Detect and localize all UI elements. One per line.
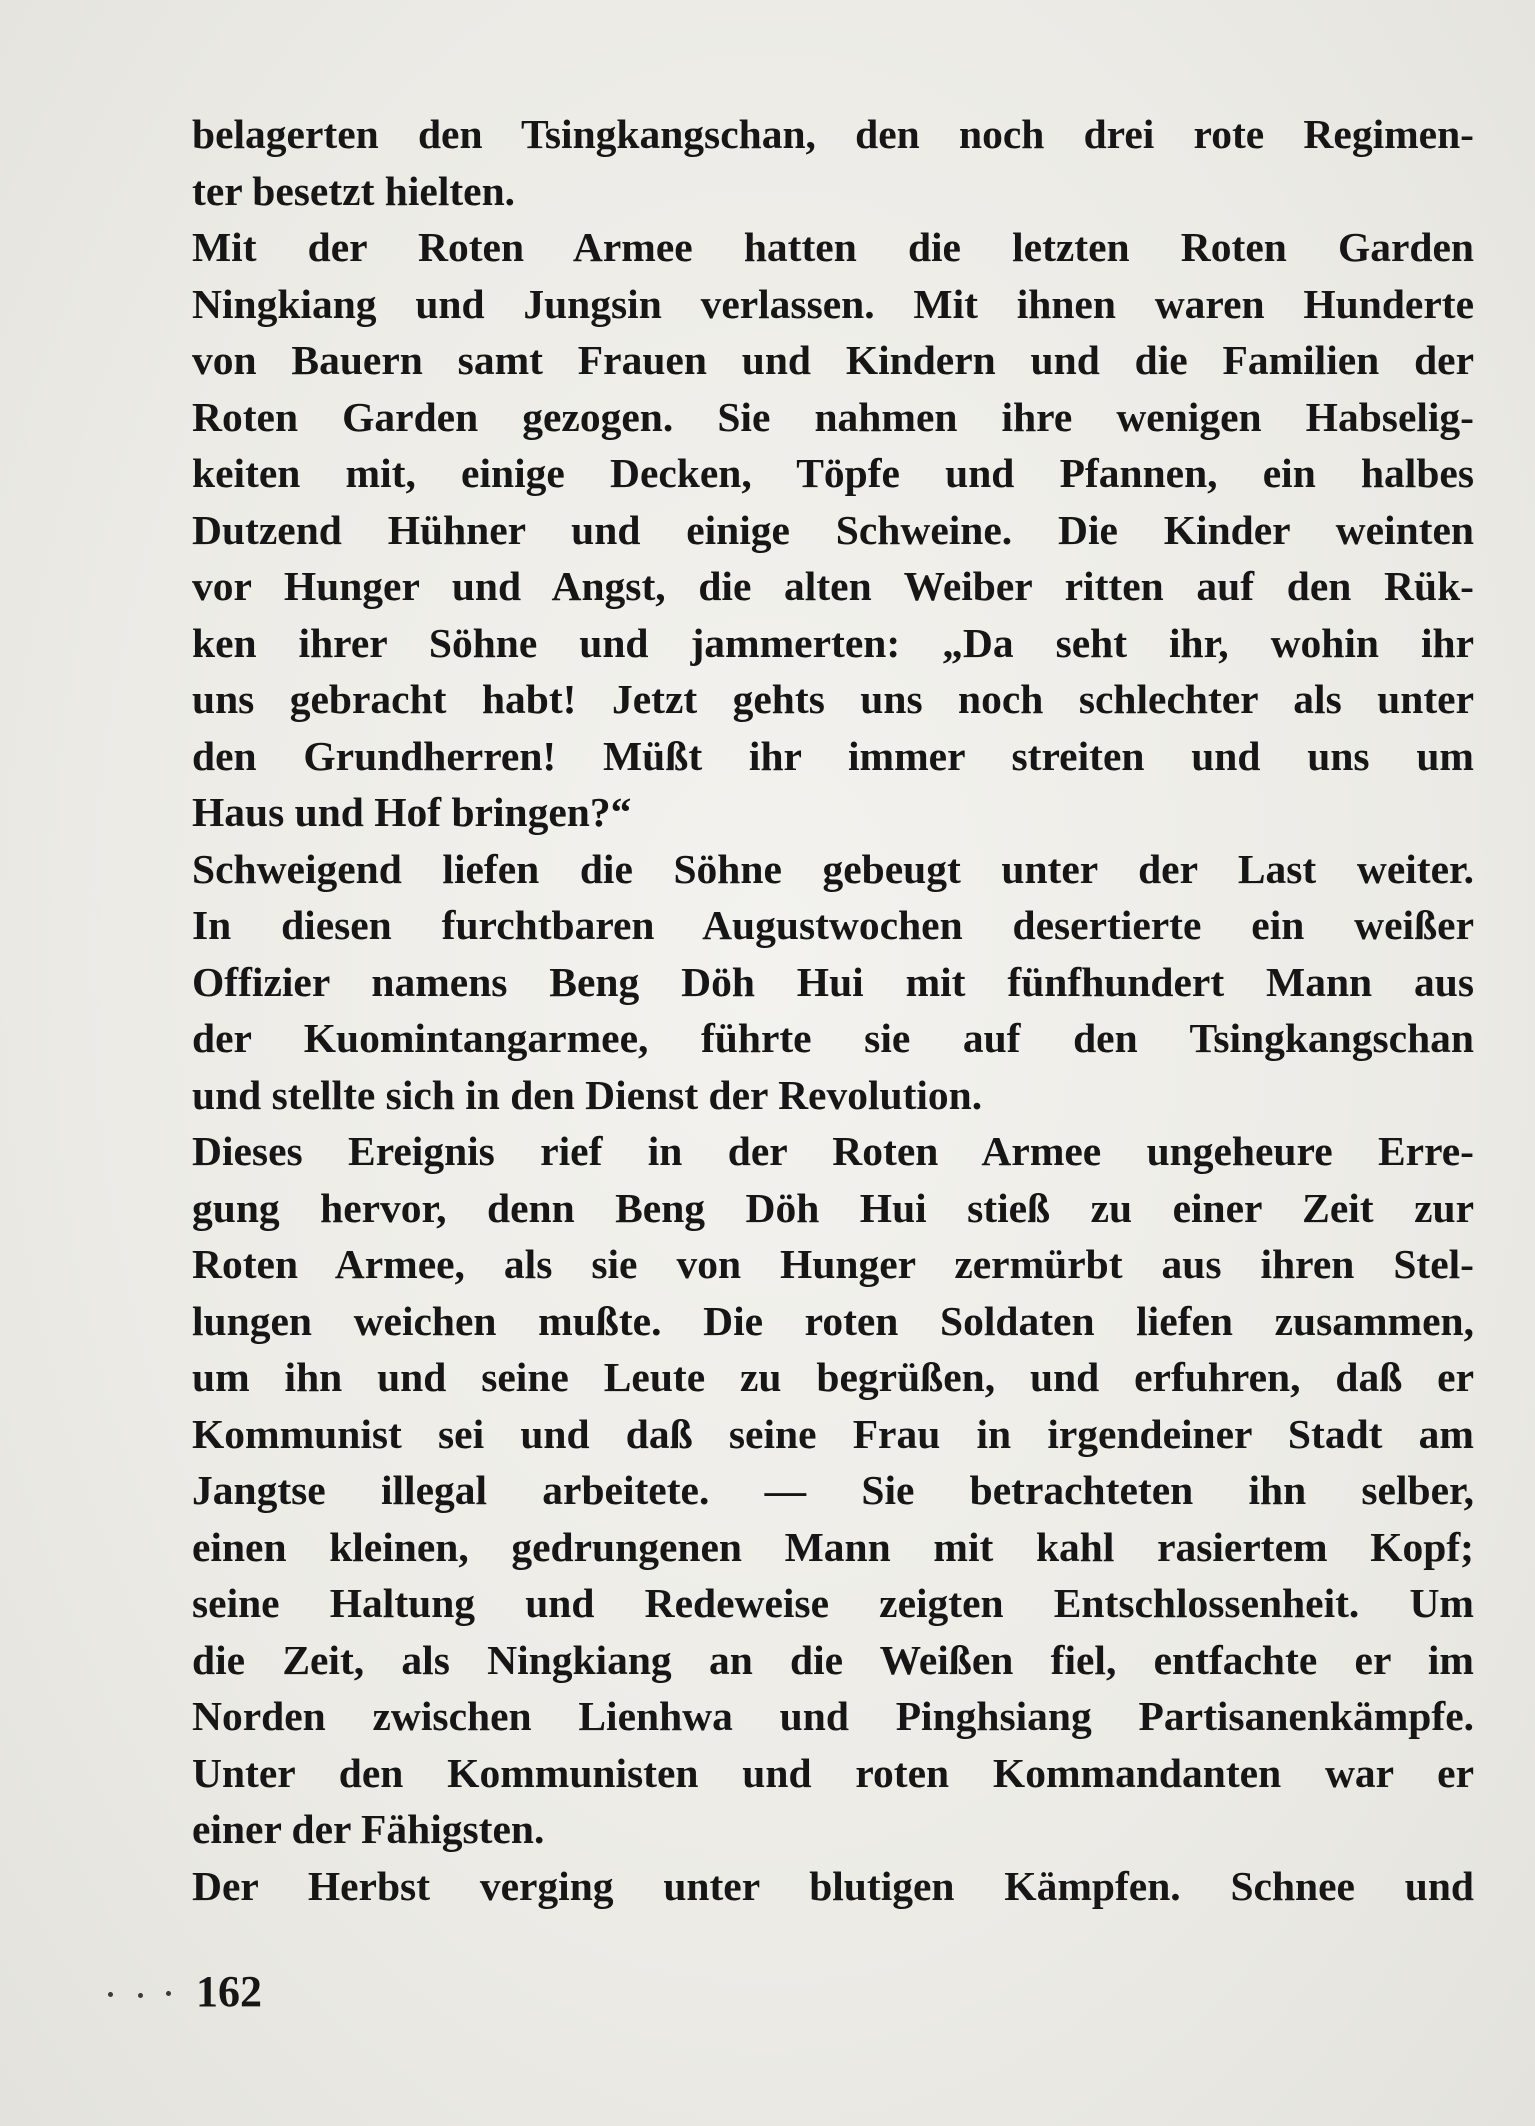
text-line: ter besetzt hielten.	[192, 167, 516, 214]
ink-specks	[108, 1990, 178, 2000]
text-line: Norden zwischen Lienhwa und Pinghsiang Partisanenkämpfe.	[192, 1693, 1474, 1739]
text-line: von Bauern samt Frauen und Kindern und die Familien der	[192, 337, 1474, 383]
text-line: ken ihrer Söhne und jammerten: „Da seht ihr, wohin ihr	[192, 619, 1474, 666]
ink-speck	[166, 1991, 171, 1996]
text-line: und stellte sich in den Dienst der Revolution.	[192, 1071, 983, 1118]
text-line: uns gebracht habt! Jetzt gehts uns noch schlechter als unter	[192, 676, 1474, 722]
text-line: Unter den Kommunisten und roten Kommandanten war er	[192, 1749, 1474, 1796]
text-line: Offizier namens Beng Döh Hui mit fünfhundert Mann aus	[192, 958, 1474, 1005]
text-line: vor Hunger und Angst, die alten Weiber ritten auf den Rük-	[192, 563, 1474, 609]
ink-speck	[138, 1993, 143, 1998]
text-line: Dieses Ereignis rief in der Roten Armee ungeheure Erre-	[192, 1128, 1474, 1174]
ink-speck	[108, 1992, 113, 1997]
text-line: einer der Fähigsten.	[192, 1806, 545, 1852]
text-line: gung hervor, denn Beng Döh Hui stieß zu einer Zeit zur	[192, 1184, 1474, 1231]
text-line: der Kuomintangarmee, führte sie auf den Tsingkangschan	[192, 1015, 1474, 1061]
text-line: Roten Armee, als sie von Hunger zermürbt aus ihren Stel-	[192, 1241, 1474, 1287]
text-line: belagerten den Tsingkangschan, den noch drei rote Regimen-	[192, 111, 1474, 157]
page-number: 162	[196, 1967, 262, 2016]
text-line: seine Haltung und Redeweise zeigten Entschlossenheit. Um	[192, 1580, 1474, 1626]
text-line: einen kleinen, gedrungenen Mann mit kahl rasiertem Kopf;	[192, 1523, 1474, 1570]
text-line: um ihn und seine Leute zu begrüßen, und erfuhren, daß er	[192, 1354, 1474, 1400]
text-line: In diesen furchtbaren Augustwochen desertierte ein weißer	[192, 902, 1474, 948]
text-line: den Grundherren! Müßt ihr immer streiten und uns um	[192, 732, 1474, 779]
text-line: Jangtse illegal arbeitete. — Sie betrachteten ihn selber,	[192, 1467, 1474, 1513]
text-line: Dutzend Hühner und einige Schweine. Die Kinder weinten	[192, 506, 1474, 553]
text-line: Mit der Roten Armee hatten die letzten Roten Garden	[192, 224, 1474, 270]
text-line: die Zeit, als Ningkiang an die Weißen fiel, entfachte er im	[192, 1636, 1474, 1683]
text-line: Haus und Hof bringen?“	[192, 789, 632, 835]
text-line: lungen weichen mußte. Die roten Soldaten liefen zusammen,	[192, 1297, 1474, 1344]
text-line: keiten mit, einige Decken, Töpfe und Pfannen, ein halbes	[192, 450, 1474, 496]
text-line: Ningkiang und Jungsin verlassen. Mit ihnen waren Hunderte	[192, 280, 1474, 327]
body-text	[192, 106, 1474, 1914]
text-line: Roten Garden gezogen. Sie nahmen ihre wenigen Habselig-	[192, 393, 1474, 440]
text-line: Schweigend liefen die Söhne gebeugt unter der Last weiter.	[192, 845, 1474, 892]
text-line: Der Herbst verging unter blutigen Kämpfen. Schnee und	[192, 1862, 1474, 1909]
text-line: Kommunist sei und daß seine Frau in irgendeiner Stadt am	[192, 1410, 1474, 1457]
